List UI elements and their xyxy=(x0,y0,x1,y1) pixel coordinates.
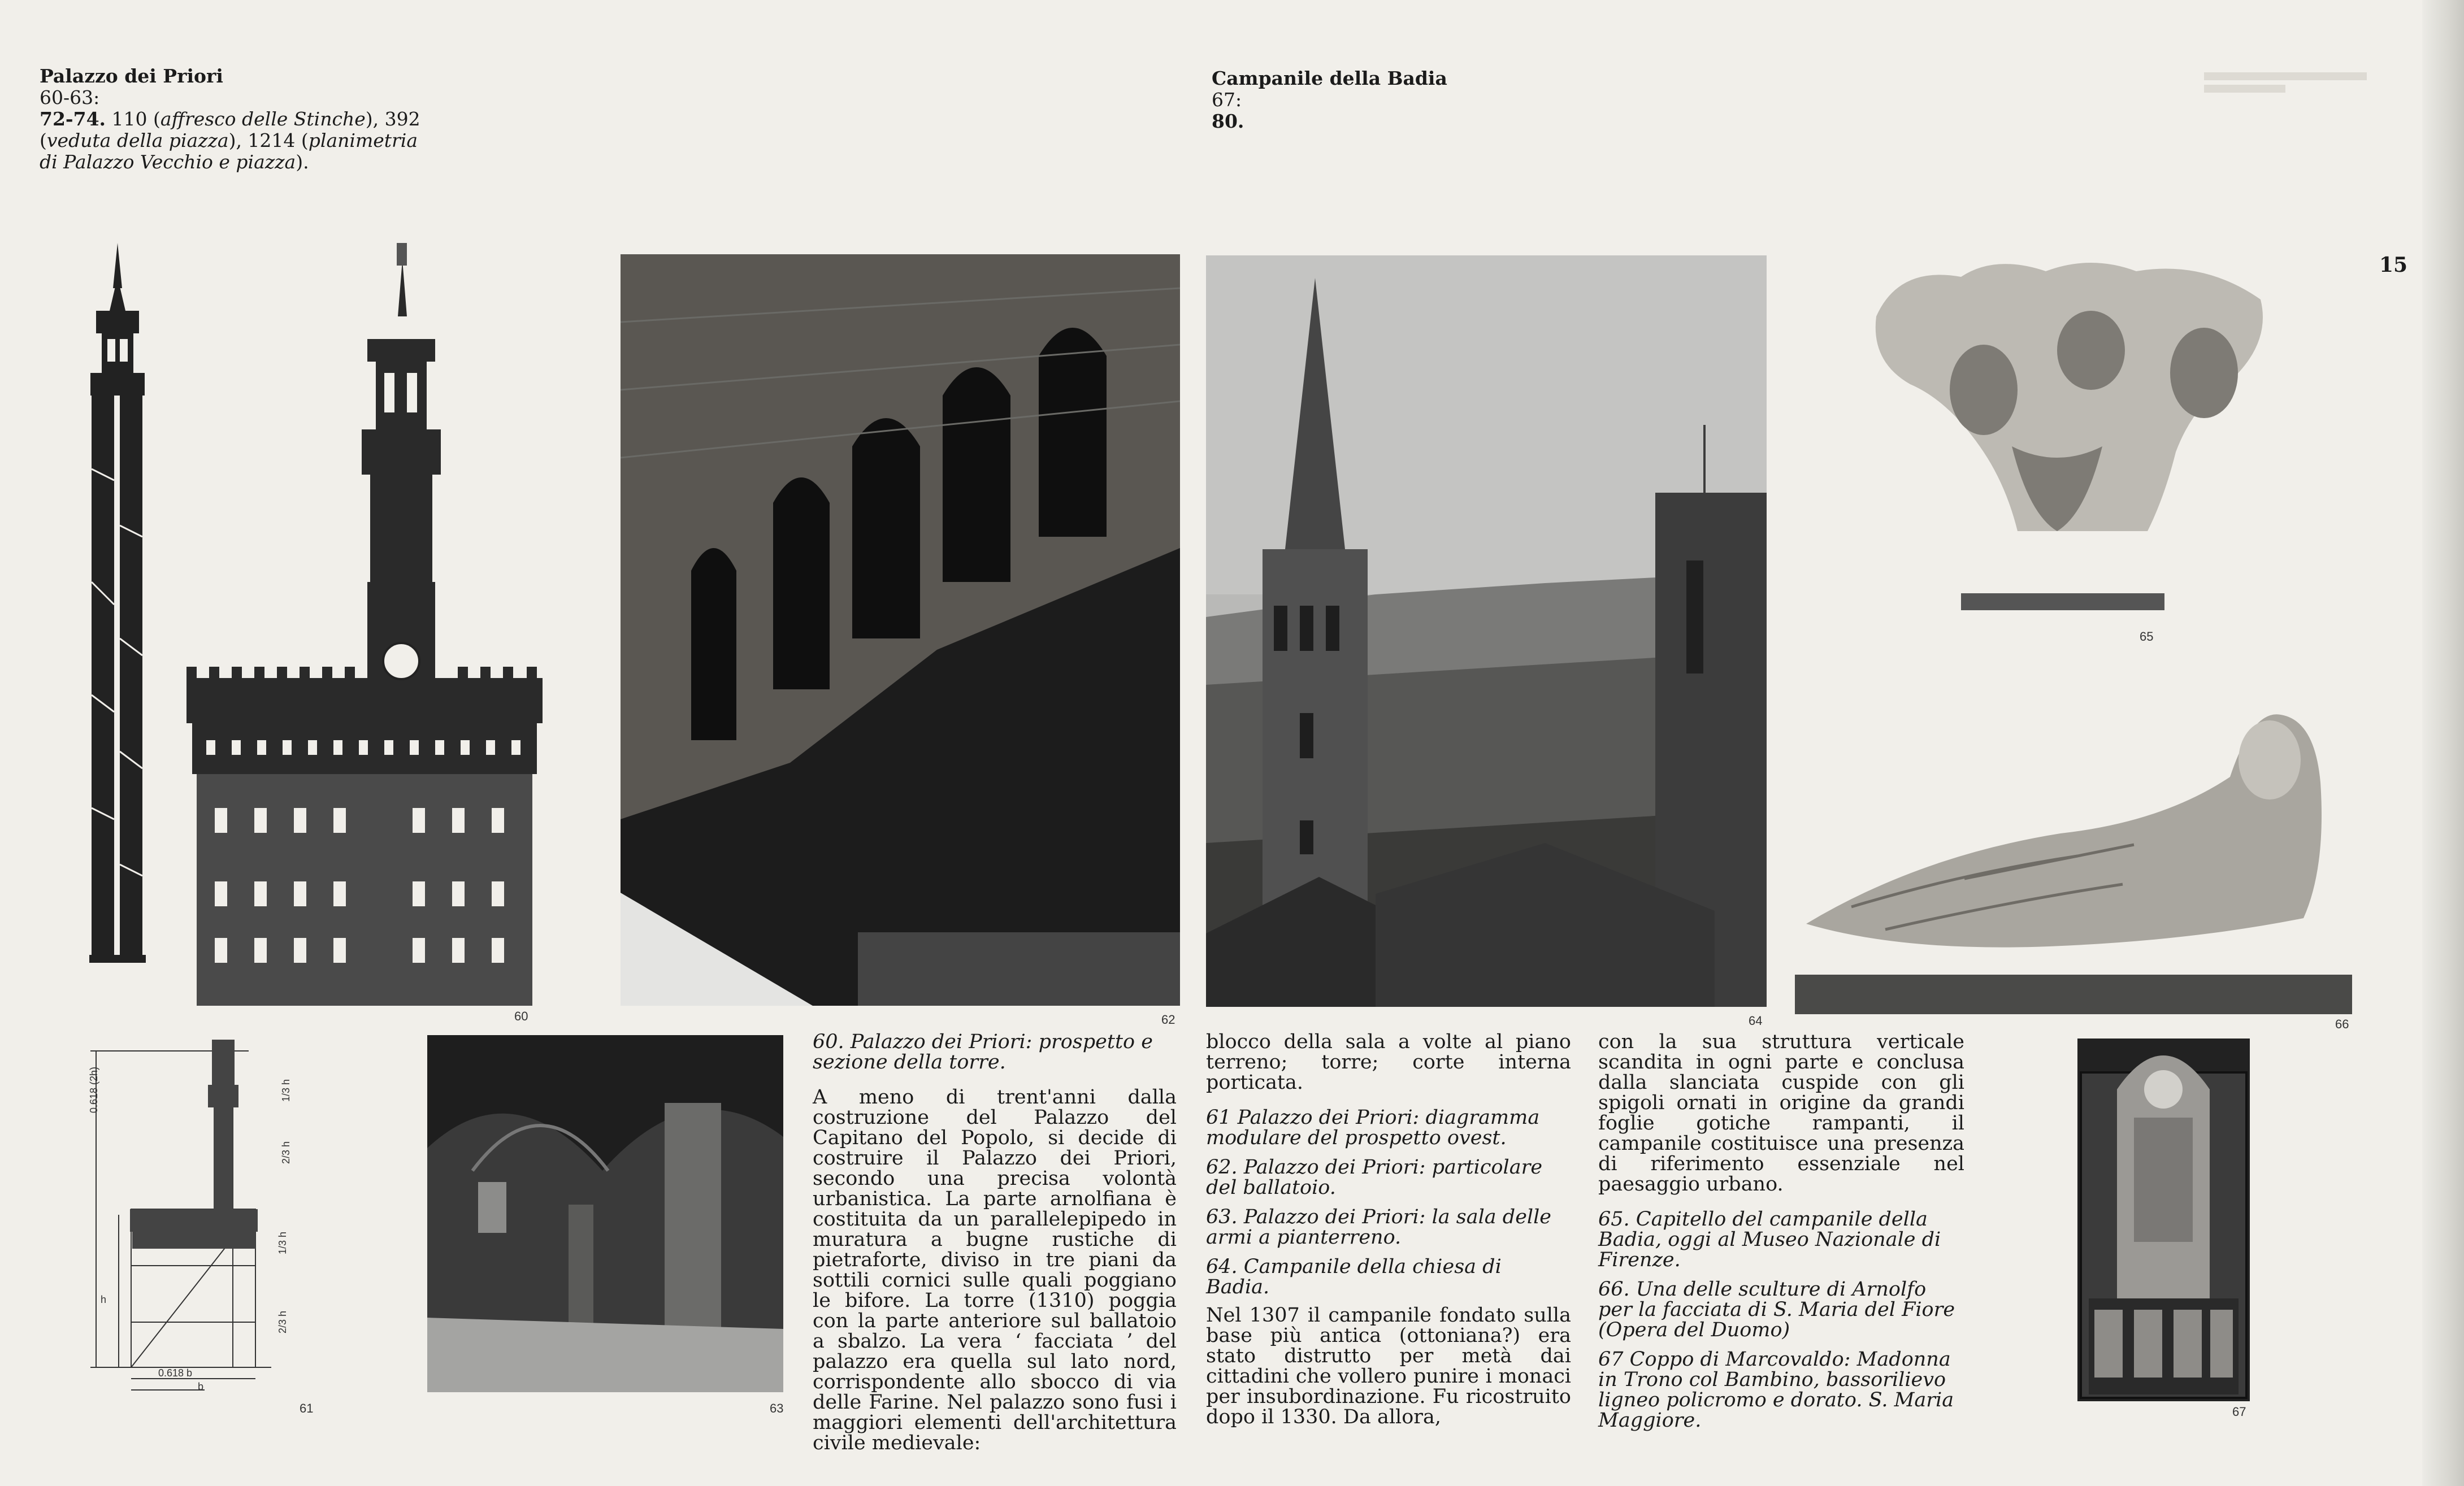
text-column-3 xyxy=(1598,1032,1964,1445)
caption-67: 67 Coppo di Marcovaldo: Madonna in Trono col Bambino, bassorilievo ligneo policromo e dorato. S. Maria Maggiore. xyxy=(1598,1348,1954,1432)
right-header xyxy=(1212,68,1551,132)
figure-66-sculpture xyxy=(1795,709,2352,1014)
diagram-label-left-dim: 0.618 (2h) xyxy=(88,1066,99,1113)
figure-number-65: 65 xyxy=(2140,629,2154,644)
diagram-label-two-thirds-h: 2/3 h xyxy=(280,1141,292,1164)
figure-number-61: 61 xyxy=(300,1401,314,1415)
diagram-label-b: b xyxy=(198,1381,204,1392)
caption-65: 65. Capitello del campanile della Badia, oggi al Museo Nazionale di Firenze. xyxy=(1598,1208,1941,1271)
left-header-line3: (veduta della piazza), 1214 (planimetria xyxy=(40,129,418,151)
right-header-title: Campanile della Badia xyxy=(1212,67,1447,89)
left-header-line2: 72-74. 110 (affresco delle Stinche), 392 xyxy=(40,108,420,130)
diagram-label-h: h xyxy=(101,1294,107,1305)
figure-64-photo xyxy=(1206,255,1767,1007)
show-through-decoration xyxy=(2204,68,2407,136)
body-palazzo-cont: blocco della sala a volte al piano terreno; torre; corte interna porticata. xyxy=(1206,1031,1571,1094)
figure-62-photo xyxy=(621,254,1180,1006)
text-column-2 xyxy=(1206,1032,1571,1442)
figure-number-63: 63 xyxy=(770,1401,784,1415)
right-header-line2: 80. xyxy=(1212,110,1244,132)
figure-number-64: 64 xyxy=(1749,1014,1763,1028)
caption-64: 64. Campanile della chiesa di Badia. xyxy=(1206,1255,1502,1298)
text-column-1 xyxy=(813,1032,1177,1468)
left-header xyxy=(40,66,435,173)
body-campanile-cont: con la sua struttura verticale scandita in ogni parte e conclusa dalla slanciata cuspide con gli spigoli ornati in origine da grandi foglie gotiche rampanti, il campanile costituisce una presenza di riferimento essenziale nel paesaggio urbano. xyxy=(1598,1031,1964,1196)
right-header-line1: 67: xyxy=(1212,89,1242,111)
body-palazzo-priori: A meno di trent'anni dalla costruzione del Palazzo del Capitano del Popolo, si decide di costruire il Palazzo dei Priori, secondo una precisa volontà urbanistica. La parte arnolfiana è costituita da un parallelepipedo in muratura a bugne rustiche di pietraforte, diviso in tre piani da sottili cornici sulle quali poggiano le bifore. La torre (1310) poggia con la parte anteriore sul ballatoio a sbalzo. La vera ‘ facciata ’ del palazzo era quella sul lato nord, corrispondente allo sbocco di via delle Farine. Nel palazzo sono fusi i maggiori elementi dell'architettura civile medievale: xyxy=(813,1086,1177,1454)
figure-number-60: 60 xyxy=(514,1009,528,1023)
left-header-line1: 60-63: xyxy=(40,86,100,108)
diagram-label-two-thirds-h-lower: 2/3 h xyxy=(277,1310,288,1333)
left-header-line4: di Palazzo Vecchio e piazza). xyxy=(40,151,309,173)
figure-67-panel xyxy=(2077,1039,2250,1401)
diagram-label-third-h: 1/3 h xyxy=(280,1079,292,1102)
caption-60: 60. Palazzo dei Priori: prospetto e sezione della torre. xyxy=(813,1031,1153,1074)
figure-number-62: 62 xyxy=(1161,1013,1175,1027)
page-edge xyxy=(2422,0,2464,1486)
figure-61-diagram xyxy=(85,1028,333,1396)
figure-number-67: 67 xyxy=(2232,1405,2246,1419)
diagram-label-bottom-dim: 0.618 b xyxy=(158,1367,193,1379)
figure-number-66: 66 xyxy=(2335,1017,2349,1031)
caption-62: 62. Palazzo dei Priori: particolare del ballatoio. xyxy=(1206,1156,1543,1199)
diagram-label-third-h-lower: 1/3 h xyxy=(277,1231,288,1254)
left-header-title: Palazzo dei Priori xyxy=(40,65,223,87)
figure-63-photo xyxy=(427,1035,783,1392)
caption-63: 63. Palazzo dei Priori: la sala delle armi a pianterreno. xyxy=(1206,1206,1552,1249)
figure-65-capital xyxy=(1865,260,2294,622)
figure-60-elevation xyxy=(68,243,548,1006)
page-number: 15 xyxy=(2379,253,2408,277)
caption-61: 61 Palazzo dei Priori: diagramma modulare del prospetto ovest. xyxy=(1206,1106,1540,1149)
caption-66: 66. Una delle sculture di Arnolfo per la facciata di S. Maria del Fiore (Opera del Duomo) xyxy=(1598,1278,1955,1341)
body-campanile: Nel 1307 il campanile fondato sulla base più antica (ottoniana?) era stato distrutto per metà dai cittadini che vollero punire i monaci per insubordinazione. Fu ricostruito dopo il 1330. Da allora, xyxy=(1206,1304,1571,1428)
